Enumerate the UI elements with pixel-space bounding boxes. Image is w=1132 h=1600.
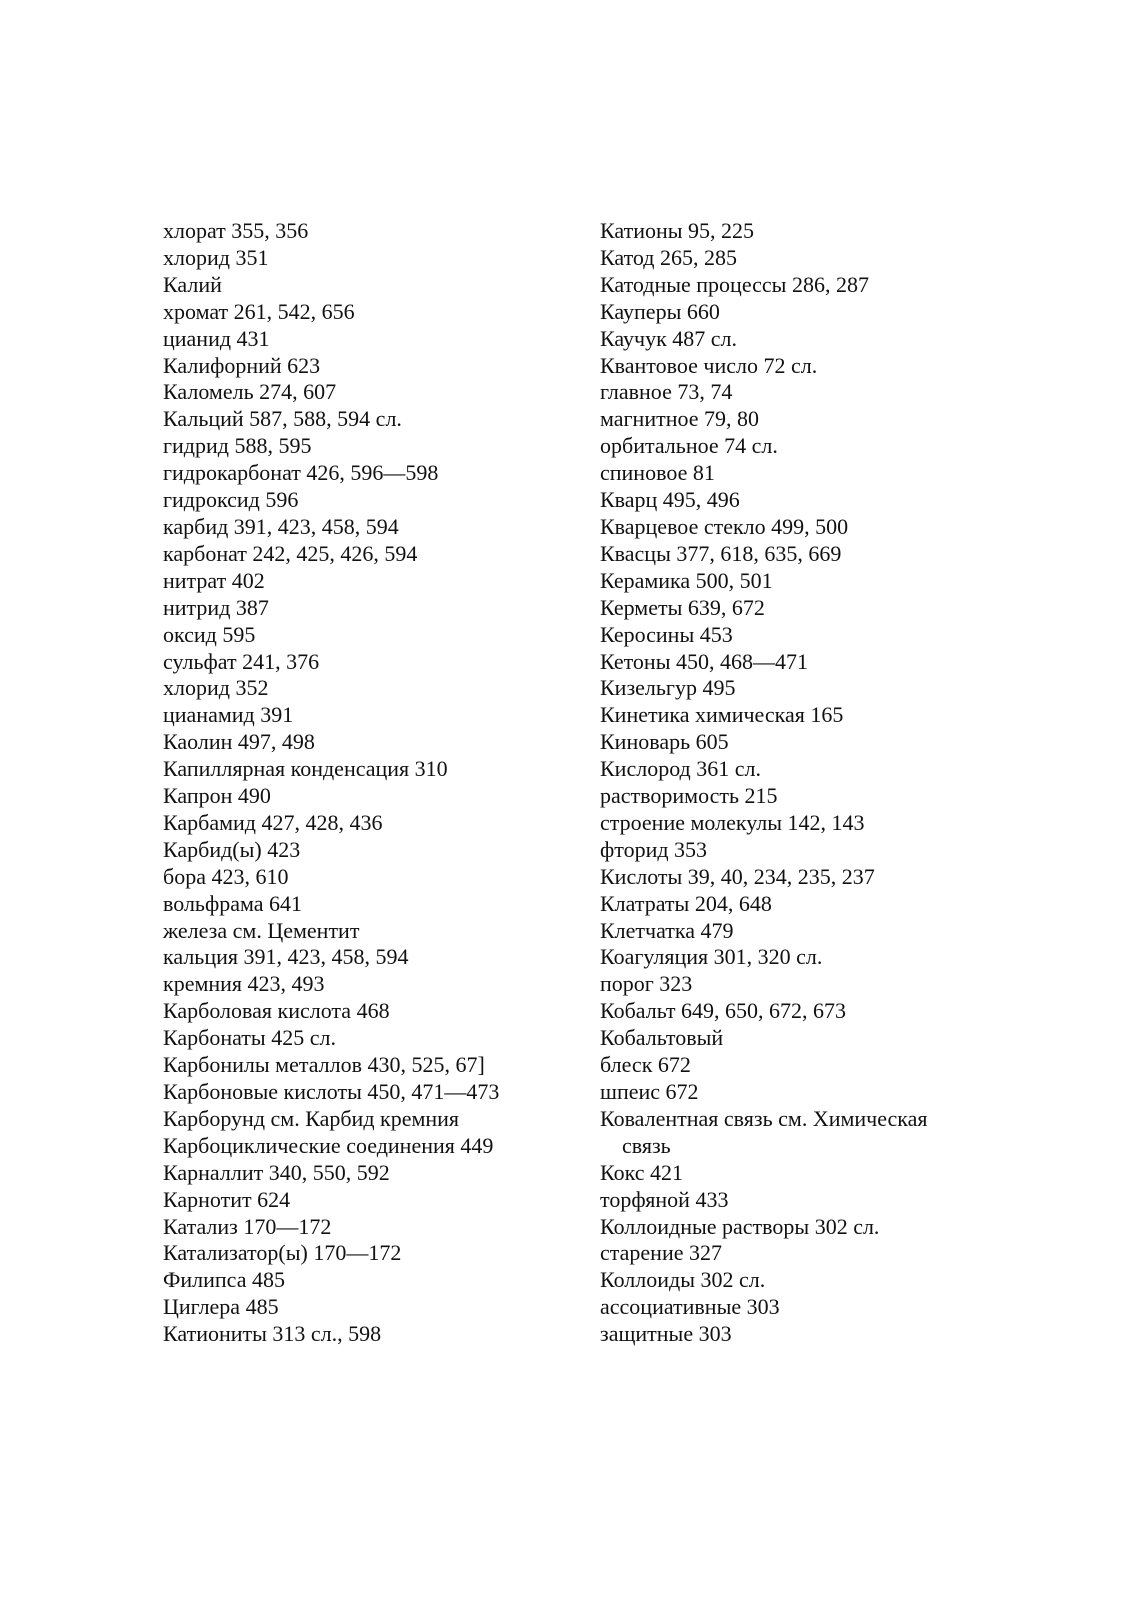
index-entry: Кобальтовый [600, 1025, 724, 1051]
index-entry: Кислород 361 сл. [600, 756, 761, 782]
index-entry: шпеис 672 [600, 1079, 699, 1104]
index-entry: хромат 261, 542, 656 [163, 298, 355, 324]
index-entry: Катод 265, 285 [600, 244, 737, 270]
index-entry: Кальций 587, 588, 594 сл. [163, 406, 402, 432]
index-entry: Киноварь 605 [600, 729, 729, 755]
index-entry: нитрид 387 [163, 594, 269, 620]
index-entry: Циглера 485 [163, 1294, 279, 1320]
index-entry: бора 423, 610 [163, 863, 289, 889]
index-entry: Кварцевое стекло 499, 500 [600, 513, 849, 539]
index-entry: ассоциативные 303 [600, 1294, 780, 1320]
index-entry: цианид 431 [163, 325, 270, 351]
index-entry-continuation: связь [622, 1132, 671, 1158]
index-entry: строение молекулы 142, 143 [600, 809, 865, 835]
index-entry: орбитальное 74 сл. [600, 433, 778, 459]
index-entry: кремния 423, 493 [163, 971, 325, 997]
index-entry: растворимость 215 [600, 783, 778, 809]
index-entry: Карбид(ы) 423 [163, 836, 301, 862]
index-entry: карбонат 242, 425, 426, 594 [163, 540, 418, 566]
index-entry: Катиониты 313 сл., 598 [163, 1321, 382, 1347]
index-entry: хлорид 351 [163, 244, 269, 270]
index-entry: Катионы 95, 225 [600, 218, 755, 243]
index-entry: Катализатор(ы) 170—172 [163, 1240, 402, 1266]
index-column-left [163, 218, 573, 1348]
index-entry: вольфрама 641 [163, 890, 303, 916]
index-entry: старение 327 [600, 1240, 722, 1266]
index-entry: Квасцы 377, 618, 635, 669 [600, 540, 842, 566]
index-entry: Карналлит 340, 550, 592 [163, 1159, 390, 1185]
index-entry: Керметы 639, 672 [600, 594, 765, 620]
index-entry: Карбонаты 425 сл. [163, 1025, 336, 1051]
index-entry: Катализ 170—172 [163, 1213, 332, 1239]
index-entry: Коагуляция 301, 320 сл. [600, 944, 823, 970]
index-entry: Капиллярная конденсация 310 [163, 756, 448, 782]
index-entry: блеск 672 [600, 1052, 691, 1078]
index-entry: Калифорний 623 [163, 352, 321, 378]
index-entry: Карбамид 427, 428, 436 [163, 809, 383, 835]
index-entry: Филипса 485 [163, 1267, 285, 1293]
index-entry: хлорат 355, 356 [163, 218, 309, 243]
index-entry: Катодные процессы 286, 287 [600, 271, 869, 297]
index-entry: Квантовое число 72 сл. [600, 352, 818, 378]
index-entry: Кетоны 450, 468—471 [600, 648, 808, 674]
index-entry: оксид 595 [163, 621, 256, 647]
index-entry: защитные 303 [600, 1321, 732, 1347]
index-entry: Клетчатка 479 [600, 917, 734, 943]
index-entry: хлорид 352 [163, 675, 269, 701]
index-entry: цианамид 391 [163, 702, 294, 728]
index-entry: Керамика 500, 501 [600, 567, 773, 593]
index-entry: гидрид 588, 595 [163, 433, 312, 459]
index-entry: Карбонилы металлов 430, 525, 67] [163, 1052, 485, 1078]
index-entry: гидроксид 596 [163, 487, 299, 513]
index-entry: Ковалентная связь см. Химическая [600, 1105, 928, 1131]
index-entry: Коллоиды 302 сл. [600, 1267, 766, 1293]
index-entry: сульфат 241, 376 [163, 648, 320, 674]
index-entry: магнитное 79, 80 [600, 406, 760, 432]
index-entry: Коллоидные растворы 302 сл. [600, 1213, 880, 1239]
index-entry: Карбоциклические соединения 449 [163, 1132, 494, 1158]
index-entry: Кизельгур 495 [600, 675, 736, 701]
index-entry: Каолин 497, 498 [163, 729, 315, 755]
index-entry: Керосины 453 [600, 621, 733, 647]
index-entry: Кварц 495, 496 [600, 487, 740, 513]
index-entry: кальция 391, 423, 458, 594 [163, 944, 409, 970]
index-entry: нитрат 402 [163, 567, 265, 593]
index-entry: порог 323 [600, 971, 693, 997]
index-entry: Карнотит 624 [163, 1186, 291, 1212]
index-entry: Карбоновые кислоты 450, 471—473 [163, 1079, 500, 1104]
index-entry: спиновое 81 [600, 460, 715, 486]
index-entry: торфяной 433 [600, 1186, 729, 1212]
index-column-right [600, 218, 1100, 1348]
index-entry: железа см. Цементит [163, 917, 360, 943]
index-entry: Кокс 421 [600, 1159, 683, 1185]
index-entry: фторид 353 [600, 836, 708, 862]
index-entry: Кинетика химическая 165 [600, 702, 844, 728]
index-entry: Клатраты 204, 648 [600, 890, 772, 916]
index-entry: Кауперы 660 [600, 298, 720, 324]
index-entry: Капрон 490 [163, 783, 271, 809]
index-entry: Кобальт 649, 650, 672, 673 [600, 998, 847, 1024]
index-entry: Карболовая кислота 468 [163, 998, 390, 1024]
index-entry: главное 73, 74 [600, 379, 733, 405]
index-entry: Калий [163, 271, 222, 297]
index-entry: гидрокарбонат 426, 596—598 [163, 460, 439, 486]
index-entry: Кислоты 39, 40, 234, 235, 237 [600, 863, 875, 889]
index-entry: Каучук 487 сл. [600, 325, 738, 351]
index-entry: Каломель 274, 607 [163, 379, 337, 405]
index-entry: карбид 391, 423, 458, 594 [163, 513, 399, 539]
index-entry: Карборунд см. Карбид кремния [163, 1105, 460, 1131]
